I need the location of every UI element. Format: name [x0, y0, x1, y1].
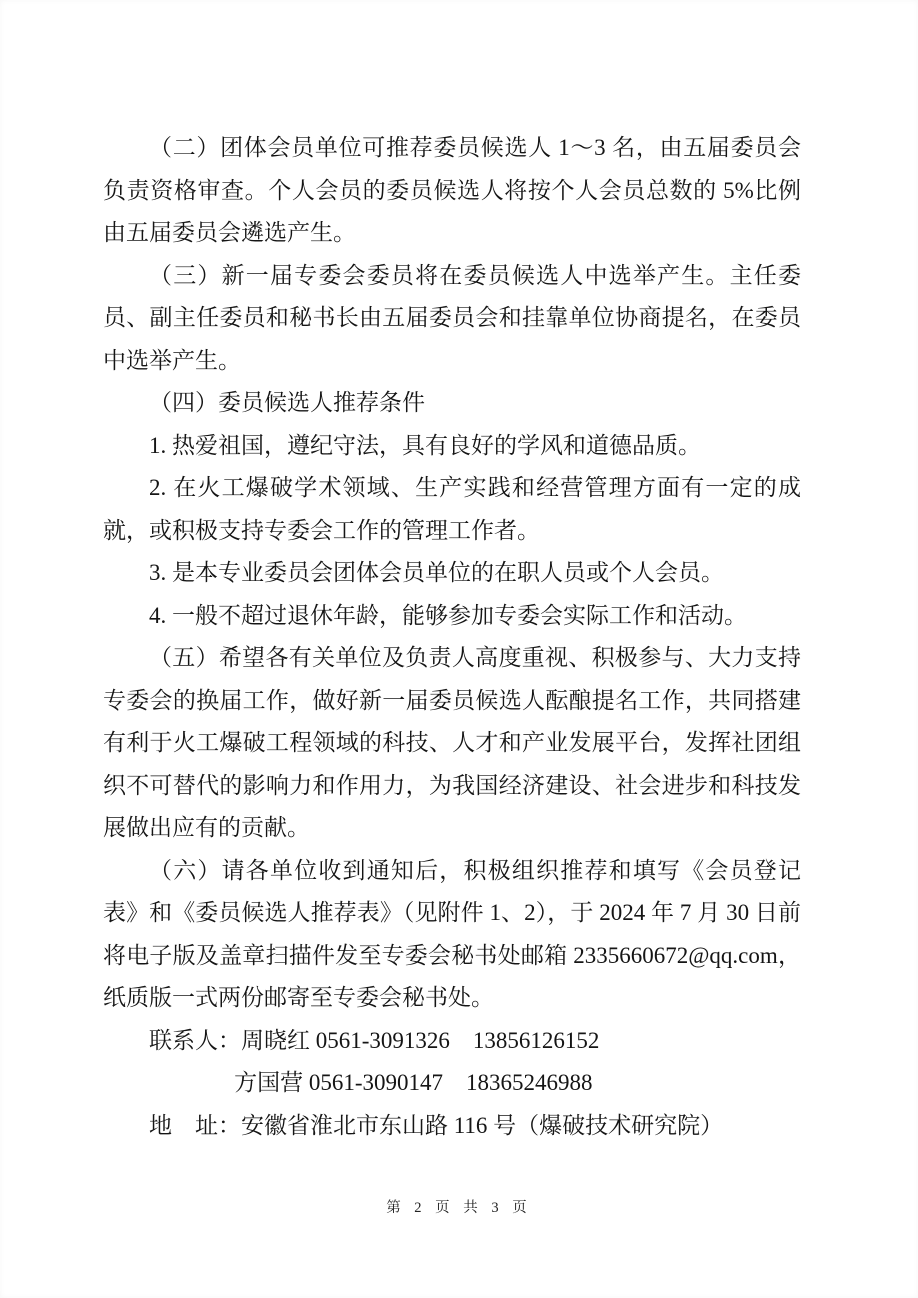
condition-item-2: 2. 在火工爆破学术领域、生产实践和经营管理方面有一定的成就，或积极支持专委会工作的管理工作者。 — [103, 475, 801, 543]
paragraph-clause-6: （六）请各单位收到通知后，积极组织推荐和填写《会员登记表》和《委员候选人推荐表》（见附件 1、2），于 2024 年 7 月 30 日前将电子版及盖章扫描件发至专委会秘书处邮箱 2335660672@qq.com，纸质版一式两份邮寄至专委会秘书处。 — [103, 857, 801, 1010]
paragraph-clause-2: （二）团体会员单位可推荐委员候选人 1～3 名，由五届委员会负责资格审查。个人会员的委员候选人将按个人会员总数的 5%比例由五届委员会遴选产生。 — [103, 135, 801, 245]
document-body — [103, 127, 801, 1147]
paragraph-clause-5: （五）希望各有关单位及负责人高度重视、积极参与、大力支持专委会的换届工作，做好新一届委员候选人酝酿提名工作，共同搭建有利于火工爆破工程领域的科技、人才和产业发展平台，发挥社团组织不可替代的影响力和作用力，为我国经济建设、社会进步和科技发展做出应有的贡献。 — [103, 645, 801, 840]
address-line: 地 址：安徽省淮北市东山路 116 号（爆破技术研究院） — [149, 1112, 724, 1138]
contact-line-1: 联系人：周晓红 0561-3091326 13856126152 — [149, 1027, 600, 1053]
paragraph-clause-4-heading: （四）委员候选人推荐条件 — [149, 390, 425, 415]
page-number-indicator: 第 2 页 共 3 页 — [386, 1200, 532, 1216]
condition-item-4: 4. 一般不超过退休年龄，能够参加专委会实际工作和活动。 — [149, 602, 747, 628]
condition-item-3: 3. 是本专业委员会团体会员单位的在职人员或个人会员。 — [149, 560, 724, 585]
contact-line-2: 方国营 0561-3090147 18365246988 — [234, 1070, 593, 1095]
condition-item-1: 1. 热爱祖国，遵纪守法，具有良好的学风和道德品质。 — [149, 432, 701, 458]
paragraph-clause-3: （三）新一届专委会委员将在委员候选人中选举产生。主任委员、副主任委员和秘书长由五届委员会和挂靠单位协商提名，在委员中选举产生。 — [103, 262, 801, 373]
